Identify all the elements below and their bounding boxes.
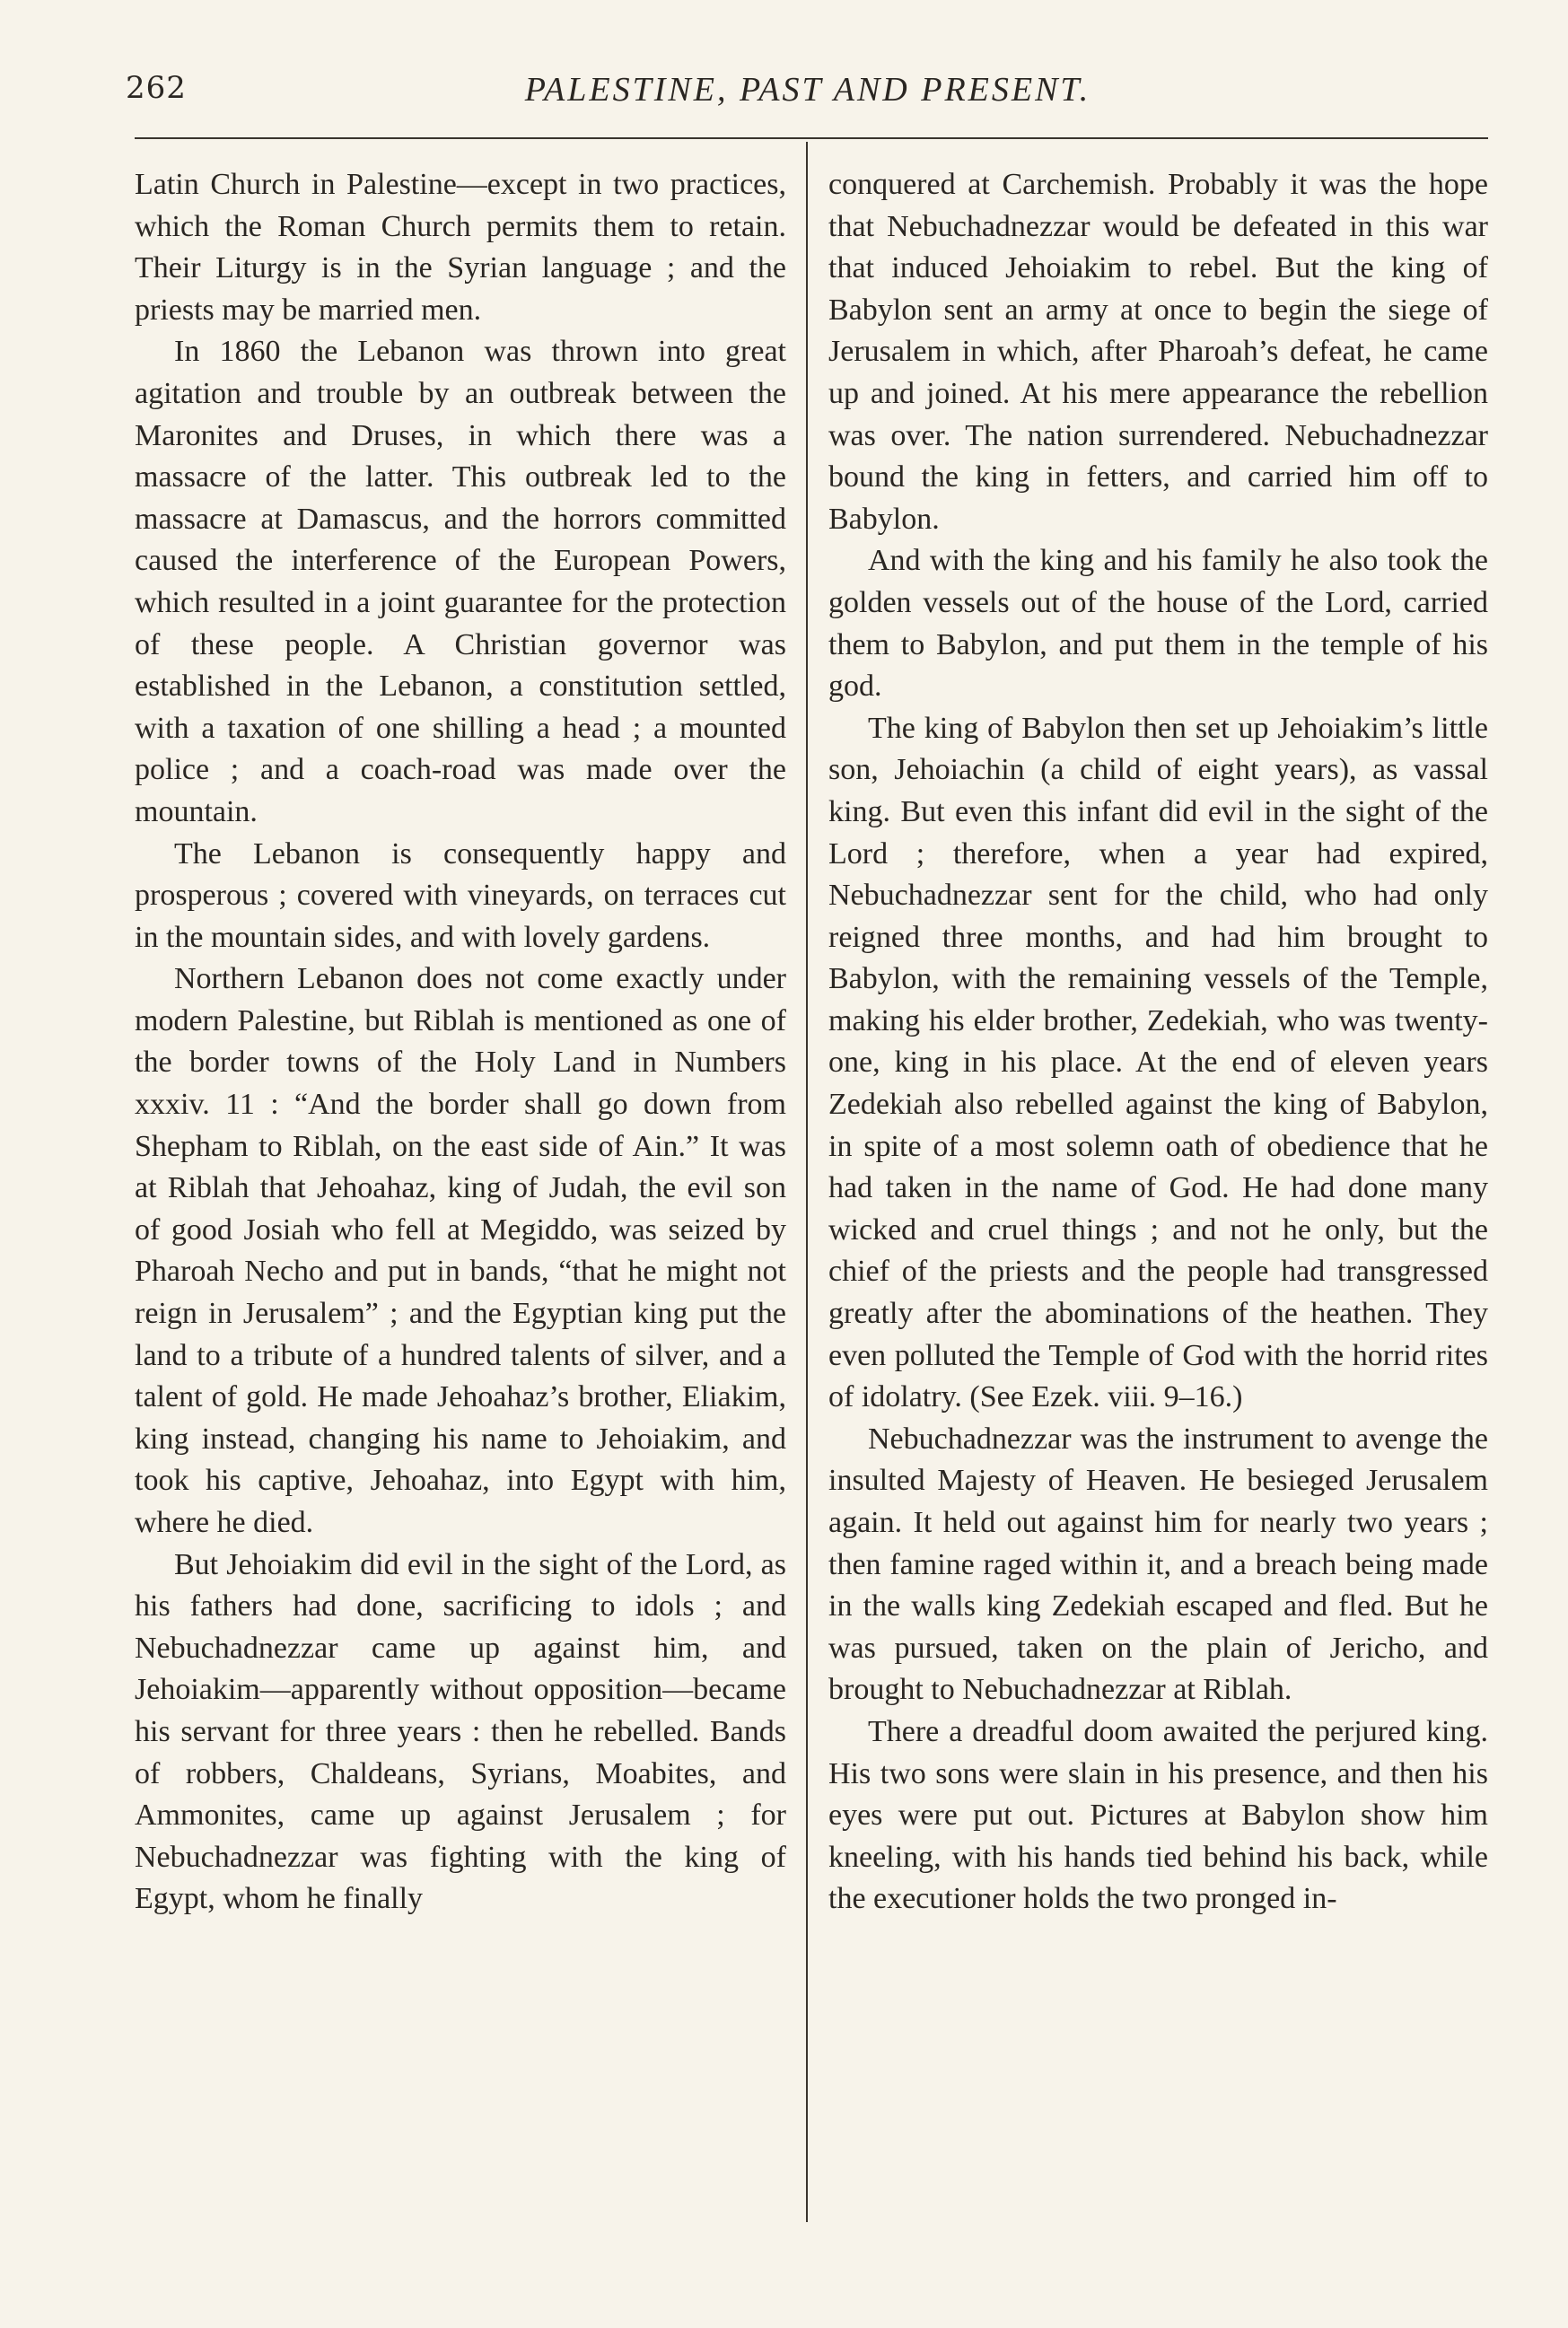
running-title: PALESTINE, PAST AND PRESENT. — [524, 71, 1091, 109]
paragraph: The Lebanon is consequently happy and prosperous ; covered with vineyards, on terraces cut in the mountain sides, and with lovely gardens. — [135, 836, 786, 954]
column-divider — [806, 142, 808, 2222]
paragraph: But Jehoiakim did evil in the sight of the Lord, as his fathers had done, sacrificing to idols ; and Nebuchadnezzar came up against him, and Jehoiakim—apparently without opposition—became his servant for three years : then he rebelled. Bands of robbers, Chaldeans, Syrians, Moabites, and Ammonites, came up against Jerusalem ; for Nebuchadnezzar was fighting with the king of Egypt, whom he finally — [135, 1547, 786, 1916]
paragraph: conquered at Carchemish. Probably it was the hope that Nebuchadnezzar would be defeated in this war that induced Jehoiakim to rebel. But the king of Babylon sent an army at once to begin the siege of Jerusalem in which, after Pharoah’s defeat, he came up and joined. At his mere appearance the rebellion was over. The nation surrendered. Nebuchadnezzar bound the king in fetters, and carried him off to Babylon. — [828, 168, 1488, 536]
paragraph: Latin Church in Palestine—except in two practices, which the Roman Church permits them to retain. Their Liturgy is in the Syrian language ; and the priests may be married men. — [135, 168, 786, 327]
paragraph: Nebuchadnezzar was the instrument to avenge the insulted Majesty of Heaven. He besieged Jerusalem again. It held out against him for nearly two years ; then famine raged within it, and a breach being made in the walls king Zedekiah escaped and fled. But he was pursued, taken on the plain of Jericho, and brought to Nebuchadnezzar at Riblah. — [828, 1422, 1488, 1707]
paragraph: There a dreadful doom awaited the perjured king. His two sons were slain in his presence, and then his eyes were put out. Pictures at Babylon show him kneeling, with his hands tied behind his back, while the executioner holds the two pronged in- — [828, 1714, 1488, 1916]
header-rule — [135, 137, 1488, 139]
paragraph: The king of Babylon then set up Jehoiakim’s little son, Jehoiachin (a child of eight years), as vassal king. But even this infant did evil in the sight of the Lord ; therefore, when a year had expired, Nebuchadnezzar sent for the child, who had only reigned three months, and had him brought to Babylon, with the remaining vessels of the Temple, making his elder brother, Zedekiah, who was twenty-one, king in his place. At the end of eleven years Zedekiah also rebelled against the king of Babylon, in spite of a most solemn oath of obedience that he had taken in the name of God. He had done many wicked and cruel things ; and not he only, but the chief of the priests and the people had transgressed greatly after the abominations of the heathen. They even polluted the Temple of God with the horrid rites of idolatry. (See Ezek. viii. 9–16.) — [828, 711, 1488, 1414]
paragraph: And with the king and his family he also took the golden vessels out of the house of the Lord, carried them to Babylon, and put them in the temple of his god. — [828, 544, 1488, 704]
left-column — [135, 164, 786, 1921]
page-header — [126, 70, 1490, 124]
right-column — [828, 164, 1488, 1921]
paragraph: Northern Lebanon does not come exactly under modern Palestine, but Riblah is mentioned as one of the border towns of the Holy Land in Numbers xxxiv. 11 : “And the border shall go down from Shepham to Riblah, on the east side of Ain.” It was at Riblah that Jehoahaz, king of Judah, the evil son of good Josiah who fell at Megiddo, was seized by Pharoah Necho and put in bands, “that he might not reign in Jerusalem” ; and the Egyptian king put the land to a tribute of a hundred talents of silver, and a talent of gold. He made Jehoahaz’s brother, Eliakim, king instead, changing his name to Jehoiakim, and took his captive, Jehoahaz, into Egypt with him, where he died. — [135, 962, 786, 1539]
paragraph: In 1860 the Lebanon was thrown into great agitation and trouble by an outbreak between the Maronites and Druses, in which there was a massacre of the latter. This outbreak led to the massacre at Damascus, and the horrors committed caused the interference of the European Powers, which resulted in a joint guarantee for the protection of these people. A Christian governor was established in the Lebanon, a constitution settled, with a taxation of one shilling a head ; a mounted police ; and a coach-road was made over the mountain. — [135, 335, 786, 828]
page-number: 262 — [126, 70, 187, 106]
